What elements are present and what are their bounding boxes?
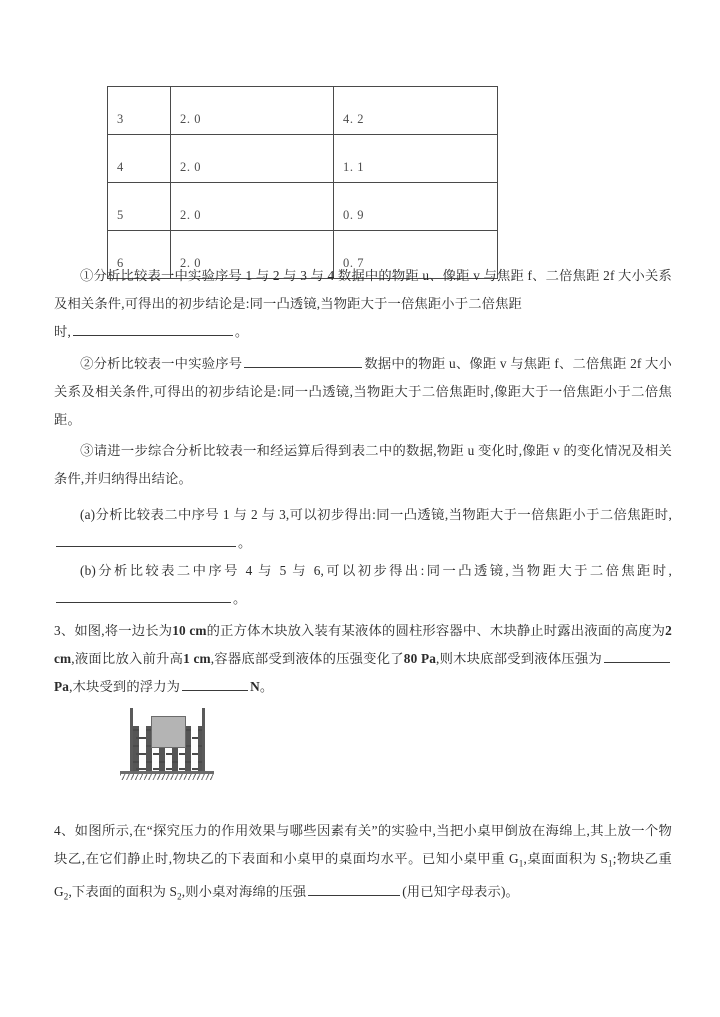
q4-sub-1: 1 xyxy=(518,858,524,869)
table-row xyxy=(108,87,498,135)
q4-sub-4: 2 xyxy=(177,891,182,902)
answer-blank[interactable] xyxy=(182,676,248,691)
question-1-part-d-text: (a)分析比较表二中序号 1 与 2 与 3,可以初步得出:同一凸透镜,当物距大于一倍焦距小于二倍焦距时, xyxy=(80,507,672,522)
blank-lead-in: 时, xyxy=(54,324,71,339)
q3-text-6: ,木块受到的浮力为 xyxy=(69,679,181,694)
blank-trailing-punct: 。 xyxy=(233,591,247,606)
q3-text-5: ,则木块底部受到液体压强为 xyxy=(436,651,602,666)
ground-hatching xyxy=(120,774,214,780)
q3-text-2: 的正方体木块放入装有某液体的圆柱形容器中、木块静止时露出液面的高度为 xyxy=(206,623,666,638)
blank-trailing-punct: 。 xyxy=(234,324,249,339)
question-1-part-c xyxy=(54,437,672,493)
blank-trailing-punct: 。 xyxy=(238,535,252,550)
question-1-part-b-suffix: 数据中的物距 u、像距 v 与焦距 f、二倍焦距 2f 大小关系及相关条件,可得出的初步结论是:同一凸透镜,当物距大于二倍焦距时,像距大于一倍焦距小于二倍焦距。 xyxy=(54,356,672,427)
q3-rise-value: 1 cm xyxy=(183,651,211,666)
q3-text-1: 3、如图,将一边长为 xyxy=(54,623,173,638)
cell-seq: 4 xyxy=(108,135,171,183)
answer-blank[interactable] xyxy=(308,881,400,896)
question-1-part-d xyxy=(54,501,672,557)
cell-image-distance: 1. 1 xyxy=(334,135,498,183)
q4-sub-3: 2 xyxy=(63,891,69,902)
question-1-part-b-prefix: ②分析比较表一中实验序号 xyxy=(80,356,243,371)
question-4 xyxy=(54,817,672,910)
question-1-part-a-text: ①分析比较表一中实验序号 1 与 2 与 3 与 4 数据中的物距 u、像距 v 与焦距 f、二倍焦距 2f 大小关系及相关条件,可得出的初步结论是:同一凸透镜,当物距大于一倍焦距小于二倍焦距 xyxy=(54,268,672,311)
question-1-part-e-text: (b)分析比较表二中序号 4 与 5 与 6,可以初步得出:同一凸透镜,当物距大于二倍焦距时, xyxy=(80,563,672,578)
answer-blank[interactable] xyxy=(56,588,231,603)
q4-text-2: ,桌面面积为 S xyxy=(523,851,609,866)
question-3 xyxy=(54,617,672,701)
question-1-part-a xyxy=(54,262,672,318)
cell-object-distance: 2. 0 xyxy=(171,135,334,183)
question-1-part-e xyxy=(54,557,672,613)
q4-text-5: ,则小桌对海绵的压强 xyxy=(181,883,307,899)
q3-unit-n: N xyxy=(250,679,260,694)
q3-text-3: ,液面比放入前升高 xyxy=(71,651,184,666)
question-1-part-b xyxy=(54,350,672,434)
answer-blank[interactable] xyxy=(604,648,670,663)
q4-sub-2: 1 xyxy=(608,858,613,869)
cell-seq: 6 xyxy=(108,231,171,279)
cell-object-distance: 2. 0 xyxy=(171,87,334,135)
cell-image-distance: 4. 2 xyxy=(334,87,498,135)
beaker-with-floating-block-diagram xyxy=(112,708,262,780)
q4-text-1: 4、如图所示,在“探究压力的作用效果与哪些因素有关”的实验中,当把小桌甲倒放在海绵上,其上放一个物块乙,在它们静止时,物块乙的下表面和小桌甲的桌面均水平。已知小桌甲重 G xyxy=(54,823,672,866)
q3-unit-pa: Pa xyxy=(54,679,70,694)
q4-text-6: (用已知字母表示)。 xyxy=(402,883,519,899)
question-1-part-c-text: ③请进一步综合分析比较表一和经运算后得到表二中的数据,物距 u 变化时,像距 v 的变化情况及相关条件,并归纳得出结论。 xyxy=(54,443,672,486)
cell-seq: 5 xyxy=(108,183,171,231)
q3-pressure-value: 80 Pa xyxy=(403,651,437,666)
cell-object-distance: 2. 0 xyxy=(171,183,334,231)
beaker-right-wall xyxy=(202,708,205,772)
cell-image-distance: 0. 7 xyxy=(334,231,498,279)
q3-text-4: ,容器底部受到液体的压强变化了 xyxy=(210,651,404,666)
floating-wood-block xyxy=(151,716,186,748)
cell-object-distance: 2. 0 xyxy=(171,231,334,279)
q4-text-3: ;物块乙重 G xyxy=(54,851,672,899)
q3-text-7: 。 xyxy=(259,679,274,694)
question-1-part-a-blank-line xyxy=(54,318,672,346)
q3-length-value: 10 cm xyxy=(172,623,207,638)
cell-seq: 3 xyxy=(108,87,171,135)
table-row xyxy=(108,183,498,231)
answer-blank[interactable] xyxy=(56,532,236,547)
answer-blank[interactable] xyxy=(244,353,362,368)
table-row xyxy=(108,135,498,183)
q3-height-value: 2 cm xyxy=(54,623,672,666)
experiment-data-table xyxy=(107,86,498,279)
q4-text-4: ,下表面的面积为 S xyxy=(68,883,178,899)
answer-blank[interactable] xyxy=(73,321,233,336)
cell-image-distance: 0. 9 xyxy=(334,183,498,231)
